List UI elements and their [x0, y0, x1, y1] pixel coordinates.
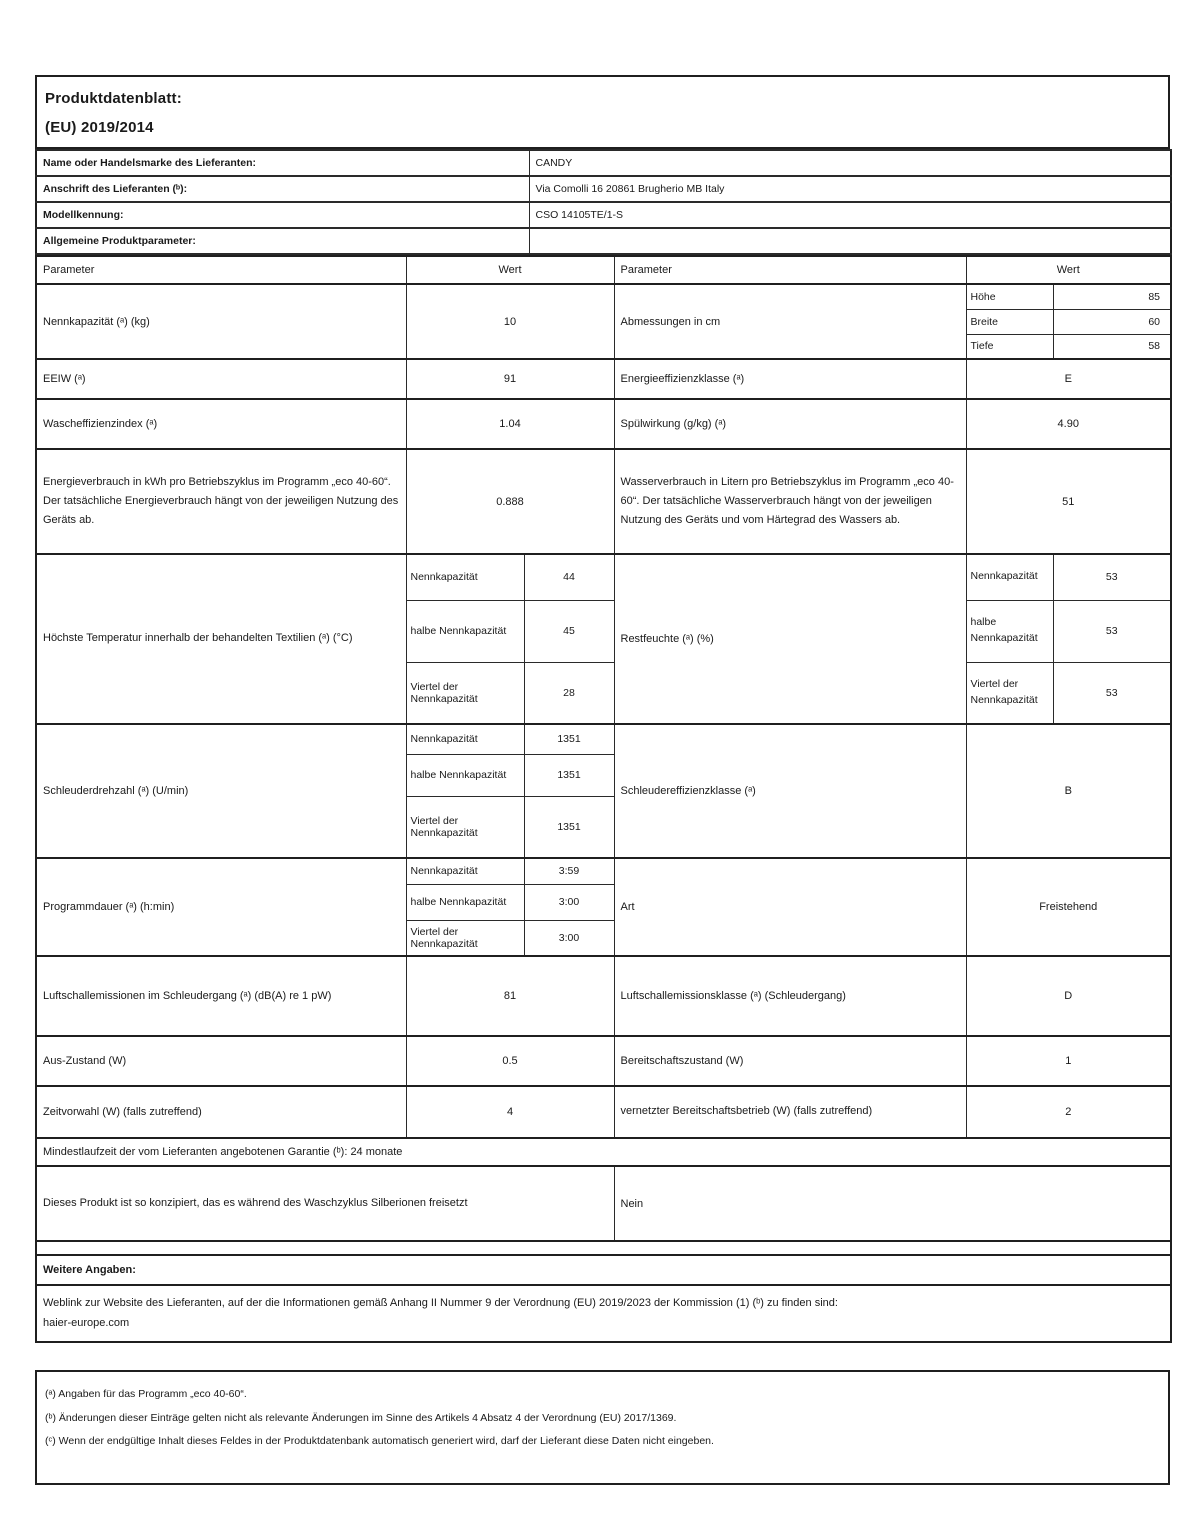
row-temperatur [36, 554, 1171, 600]
temperatur-sub3-value: 28 [524, 662, 614, 724]
row-weitere-angaben [36, 1255, 1171, 1285]
param-schleuderdrehzahl-label: Schleuderdrehzahl (ᵃ) (U/min) [36, 724, 406, 858]
param-schleudereffizienz-value: B [966, 724, 1171, 858]
row-verbrauch [36, 449, 1171, 554]
param-aus-zustand-value: 0.5 [406, 1036, 614, 1086]
supplier-name-row [36, 150, 1171, 176]
drehzahl-sub2-value: 1351 [524, 754, 614, 796]
weblink-text: Weblink zur Website des Lieferanten, auf der die Informationen gemäß Anhang II Nummer 9 der Verordnung (EU) 2019/2023 der Kommission (1) (ᵇ) zu finden sind: [43, 1297, 838, 1310]
drehzahl-sub3-label: Viertel der Nennkapazität [406, 796, 524, 858]
col-header-wert-right: Wert [966, 256, 1171, 284]
footnote-c: (ᶜ) Wenn der endgültige Inhalt dieses Feldes in der Produktdatenbank automatisch generiert wird, darf der Lieferant diese Daten nicht eingeben. [45, 1435, 714, 1448]
table-header-row [36, 256, 1171, 284]
param-waschindex-value: 1.04 [406, 399, 614, 449]
footnote-a: (ᵃ) Angaben für das Programm „eco 40-60“. [45, 1388, 247, 1400]
param-energieklasse-label: Energieeffizienzklasse (ᵃ) [614, 359, 966, 399]
dauer-sub2-value: 3:00 [524, 884, 614, 920]
doc-title-line2: (EU) 2019/2014 [45, 118, 154, 136]
model-label: Modellkennung: [36, 202, 529, 228]
supplier-name-value: CANDY [529, 150, 1171, 176]
row-weblink [36, 1285, 1171, 1342]
drehzahl-sub1-label: Nennkapazität [406, 724, 524, 754]
dim-hoehe-value: 85 [1053, 284, 1171, 309]
param-wasserverbrauch-value: 51 [966, 449, 1171, 554]
footnote-b: (ᵇ) Änderungen dieser Einträge gelten nicht als relevante Änderungen im Sinne des Artikels 4 Absatz 4 der Verordnung (EU) 2017/1369. [45, 1411, 677, 1424]
row-luftschall [36, 956, 1171, 1036]
param-vernetzt-value: 2 [966, 1086, 1171, 1138]
param-energieverbrauch-label: Energieverbrauch in kWh pro Betriebszyklus im Programm „eco 40-60“. Der tatsächliche Energieverbrauch hängt von der jeweiligen Nutzung des Geräts ab. [36, 449, 406, 554]
weblink-url: haier-europe.com [43, 1316, 130, 1329]
weblink-cell [36, 1285, 1171, 1342]
param-nennkapazitaet-value: 10 [406, 284, 614, 359]
temperatur-sub2-label: halbe Nennkapazität [406, 600, 524, 662]
param-zeitvorwahl-value: 4 [406, 1086, 614, 1138]
param-energieverbrauch-value: 0.888 [406, 449, 614, 554]
document-body [35, 75, 1170, 1485]
row-aus-zustand [36, 1036, 1171, 1086]
dauer-sub1-value: 3:59 [524, 858, 614, 884]
param-art-label: Art [614, 858, 966, 956]
supplier-address-label: Anschrift des Lieferanten (ᵇ): [36, 176, 529, 202]
model-value: CSO 14105TE/1-S [529, 202, 1171, 228]
param-art-value: Freistehend [966, 858, 1171, 956]
col-header-wert-left: Wert [406, 256, 614, 284]
param-luftschall-label: Luftschallemissionen im Schleudergang (ᵃ) (dB(A) re 1 pW) [36, 956, 406, 1036]
param-abmessungen-label: Abmessungen in cm [614, 284, 966, 359]
drehzahl-sub1-value: 1351 [524, 724, 614, 754]
row-garantie [36, 1138, 1171, 1166]
temperatur-sub2-value: 45 [524, 600, 614, 662]
param-wasserverbrauch-label: Wasserverbrauch in Litern pro Betriebszyklus im Programm „eco 40-60“. Der tatsächliche Wasserverbrauch hängt von der jeweiligen Nutzung des Geräts und vom Härtegrad des Wassers ab. [614, 449, 966, 554]
param-programmdauer-label: Programmdauer (ᵃ) (h:min) [36, 858, 406, 956]
row-silberionen [36, 1166, 1171, 1241]
dim-tiefe-label: Tiefe [966, 334, 1053, 359]
param-luftschallklasse-label: Luftschallemissionsklasse (ᵃ) (Schleudergang) [614, 956, 966, 1036]
param-energieklasse-value: E [966, 359, 1171, 399]
dauer-sub2-label: halbe Nennkapazität [406, 884, 524, 920]
restfeuchte-sub3-value: 53 [1053, 662, 1171, 724]
row-programmdauer [36, 858, 1171, 884]
param-bereitschaft-value: 1 [966, 1036, 1171, 1086]
empty-cell [36, 1241, 1171, 1255]
general-params-row [36, 228, 1171, 254]
row-zeitvorwahl [36, 1086, 1171, 1138]
param-restfeuchte-label: Restfeuchte (ᵃ) (%) [614, 554, 966, 724]
param-vernetzt-label: vernetzter Bereitschaftsbetrieb (W) (falls zutreffend) [614, 1086, 966, 1138]
dim-breite-label: Breite [966, 309, 1053, 334]
restfeuchte-sub1-label: Nennkapazität [966, 554, 1053, 600]
dim-hoehe-label: Höhe [966, 284, 1053, 309]
param-zeitvorwahl-label: Zeitvorwahl (W) (falls zutreffend) [36, 1086, 406, 1138]
silberionen-value: Nein [614, 1166, 1171, 1241]
param-spuelwirkung-label: Spülwirkung (g/kg) (ᵃ) [614, 399, 966, 449]
restfeuchte-sub2-value: 53 [1053, 600, 1171, 662]
restfeuchte-sub3-label: Viertel der Nennkapazität [966, 662, 1053, 724]
param-luftschallklasse-value: D [966, 956, 1171, 1036]
restfeuchte-sub1-value: 53 [1053, 554, 1171, 600]
document-title-box [35, 75, 1170, 149]
row-waschindex [36, 399, 1171, 449]
param-bereitschaft-label: Bereitschaftszustand (W) [614, 1036, 966, 1086]
doc-title-line1: Produktdatenblatt: [45, 90, 182, 107]
param-aus-zustand-label: Aus-Zustand (W) [36, 1036, 406, 1086]
parameters-table [35, 255, 1172, 1343]
temperatur-sub1-label: Nennkapazität [406, 554, 524, 600]
param-temperatur-label: Höchste Temperatur innerhalb der behandelten Textilien (ᵃ) (°C) [36, 554, 406, 724]
footnotes-box [35, 1370, 1170, 1485]
dauer-sub1-label: Nennkapazität [406, 858, 524, 884]
temperatur-sub1-value: 44 [524, 554, 614, 600]
drehzahl-sub3-value: 1351 [524, 796, 614, 858]
col-header-parameter-right: Parameter [614, 256, 966, 284]
model-row [36, 202, 1171, 228]
supplier-info-table [35, 149, 1172, 255]
param-eeiw-value: 91 [406, 359, 614, 399]
param-schleudereffizienz-label: Schleudereffizienzklasse (ᵃ) [614, 724, 966, 858]
supplier-name-label: Name oder Handelsmarke des Lieferanten: [36, 150, 529, 176]
param-nennkapazitaet-label: Nennkapazität (ᵃ) (kg) [36, 284, 406, 359]
supplier-address-row [36, 176, 1171, 202]
col-header-parameter-left: Parameter [36, 256, 406, 284]
row-nennkapazitaet [36, 284, 1171, 309]
dim-breite-value: 60 [1053, 309, 1171, 334]
restfeuchte-sub2-label: halbe Nennkapazität [966, 600, 1053, 662]
general-params-label: Allgemeine Produktparameter: [36, 228, 529, 254]
silberionen-label: Dieses Produkt ist so konzipiert, das es während des Waschzyklus Silberionen freisetzt [36, 1166, 614, 1241]
row-empty-spacer [36, 1241, 1171, 1255]
param-luftschall-value: 81 [406, 956, 614, 1036]
row-schleuderdrehzahl [36, 724, 1171, 754]
param-waschindex-label: Wascheffizienzindex (ᵃ) [36, 399, 406, 449]
supplier-address-value: Via Comolli 16 20861 Brugherio MB Italy [529, 176, 1171, 202]
drehzahl-sub2-label: halbe Nennkapazität [406, 754, 524, 796]
row-eeiw [36, 359, 1171, 399]
temperatur-sub3-label: Viertel der Nennkapazität [406, 662, 524, 724]
param-spuelwirkung-value: 4.90 [966, 399, 1171, 449]
dim-tiefe-value: 58 [1053, 334, 1171, 359]
garantie-text: Mindestlaufzeit der vom Lieferanten angebotenen Garantie (ᵇ): 24 monate [36, 1138, 1171, 1166]
param-eeiw-label: EEIW (ᵃ) [36, 359, 406, 399]
dauer-sub3-label: Viertel der Nennkapazität [406, 920, 524, 956]
general-params-value-empty [529, 228, 1171, 254]
weitere-angaben-heading: Weitere Angaben: [36, 1255, 1171, 1285]
dauer-sub3-value: 3:00 [524, 920, 614, 956]
